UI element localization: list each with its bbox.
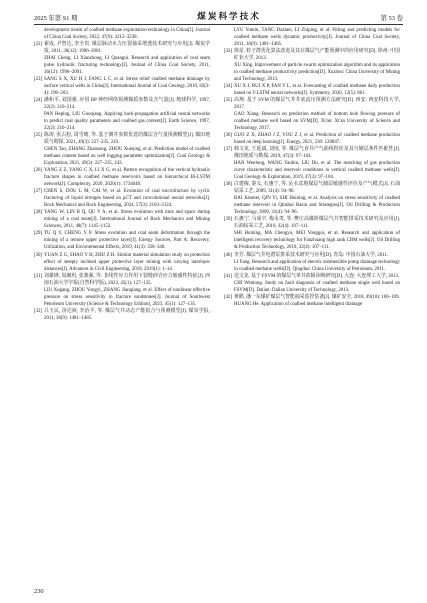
reference-text: HAN Wenlong, WANG Yanbin, LIU Du, et al. The matching of gas production curve characteristic and reservoir conditions in vertical coalbed methane wells[J]. Coal Geology & Exploration, 2019, 47(3): 97–104. [234,161,400,181]
reference-translation [224,160,400,181]
reference-text: GUO Z X, ZHAO J Z, YOU Z J, et al. Prediction of coalbed methane production based on deep learning[J]. Energy, 2021, 230: 120847. [234,133,400,146]
reference-translation [34,287,210,308]
reference-text: 迟文龙. 基于 FSVM 的煤层气单井故障诊断研究[D]. 大连: 大连理工大学, 2013. [234,273,400,279]
reference-text: 韩文龙, 王延斌, 刘度, 等. 煤层气直井产气曲线特征及其与储层条件匹配性[J]. 煤田地质与勘探, 2019, 47(3): 97–104. [234,147,400,160]
reference-translation [224,280,400,294]
reference-number: [27] [34,189,43,195]
reference-text: development trends of coalbed methane exploitation technology in China[J]. Journal of China Coal Society, 2022, 47(9): 3212–3238. [44,28,210,41]
reference-entry [224,181,400,195]
reference-text: GAO Xiang. Research on prediction method of bottom hole flowing pressure of coalbed methane well based on SVM[D]. Xi'an: Xi'an University of Science and Technology, 2017. [234,112,400,132]
reference-number: [31] [34,273,43,279]
reference-translation [224,230,400,251]
reference-entry [34,188,210,209]
reference-column-right [224,27,400,308]
reference-text: CHEN Tao, ZHANG Zhansong, ZHOU Xueqing, et al. Prediction model of coalbed methane content based on well logging parameter optimization[J]. Coal Geology & Exploration, 2021, 49(3): 227–235, 243. [44,147,210,167]
reference-text: TU Q Y, CHENG Y P. Stress evolution and coal seam deformation through the mining of a remote upper protective layer[J]. Energy Sources, Part A: Recovery, Utilization, and Environmental Effects, 2019, 41(3): 338–348. [44,231,210,251]
reference-translation [224,111,400,132]
reference-text: 吕玉民, 汤达祯, 李治平, 等. 煤层气井动态产能拟合与预测模型[J]. 煤炭学报, 2011, 36(9): 1481–1485. [44,308,210,321]
reference-translation [224,195,400,216]
reference-entry [224,294,400,301]
reference-entry [34,76,210,97]
page-number: 230 [34,588,44,595]
reference-number: [30] [34,252,43,258]
reference-entry [34,97,210,111]
reference-number: [37] [224,147,233,153]
reference-text: ZHAI Cheng, LI Xianzhong, LI Quangui. Research and application of coal seam pulse hydraulic fracturing technology[J]. Journal of China Coal Society, 2011, 36(12): 1996–2001. [44,56,210,76]
reference-entry [224,132,400,146]
reference-translation [224,259,400,273]
reference-entry [224,273,400,280]
reference-entry [224,97,400,111]
reference-number: [34] [224,84,233,90]
reference-text: 潘和平, 刘国强. 应用 BP 神经网络预测煤质参数及含气量[J]. 地球科学, 1997, 22(2): 210–214. [44,98,210,111]
reference-number: [38] [224,182,233,188]
reference-text: YANG Z Z, YANG C X, LI X G, et al. Pattern recognition of the vertical hydraulic fracture shapes in coalbed methane reservoirs based on hierarchical Bi-LSTM network[J]. Complexity, 2020, 2020(1): 1734048. [44,168,210,188]
reference-translation [34,27,210,41]
reference-text: 李芳. 煤层气井电潜泵排采技术研究与应用[D]. 青岛: 中国石油大学, 2011. [234,252,389,258]
reference-translation [224,301,400,308]
reference-text: YUAN Z G, SHAO Y H, ZHU Z H. Similar material simulation study on protection effect of steeply inclined upper protective layer mining with varying interlayer distances[J]. Advances in Civil Engineering, 2019, 2019(1): 1–14. [44,252,210,272]
reference-translation [34,55,210,76]
reference-text: 黄鹤. 潘一东煤矿煤层气智能抽采监控装备[J]. 煤矿安全, 2018, 49(10): 106–109. [234,294,400,300]
reference-number: [23] [34,77,43,83]
reference-text: 高翔. 基于 SVM 的煤层气井井底流压预测方法研究[D]. 西安: 西安科技大学, 2017. [234,98,400,111]
reference-number: [40] [224,252,233,258]
reference-text: LIU Xugang, ZHOU Yongyi, ZHANG Jianqiang, et al. Effect of nonlinear effective pressure on stress sensitivity in fracture sandstones[J]. Journal of Southwest Petroleum University (Science & Technology Edition), 2023, 45(1): 127–135. [44,287,210,307]
reference-entry [224,216,400,230]
reference-text: XU X J, RUI X P, FAN Y L, et al. Forecasting of coalbed methane daily production based on T-LSTM neural networks[J]. Symmetry, 2020, 12(5): 861. [234,84,400,97]
reference-text: XU Xing. Improvement of particle swarm optimization algorithm and its application in coalbed methane productivity prediction[D]. Xuzhou: China University of Mining and Technology, 2013. [234,63,400,83]
reference-number: [29] [34,231,43,237]
reference-text: LI Fang. Research and application of electric submersible pump drainage technology in coalbed methane wells[D]. Qingdao: China University of Petroleum, 2011. [234,259,400,272]
reference-number: [24] [34,98,43,104]
reference-entry [34,132,210,146]
running-header [34,8,403,25]
reference-number: [36] [224,133,233,139]
reference-text: 陈涛, 张占松, 周雪晴, 等. 基于测井参数优选的煤层含气量预测模型[J]. 煤田地质与勘探, 2021, 49(3): 227–235, 243. [44,133,210,146]
reference-text: 徐星. 粒子群优化算法改进及其在煤层气产能预测中的应用研究[D]. 徐州: 中国矿业大学, 2013. [234,49,400,62]
reference-number: [41] [224,273,233,279]
reference-text: CHI Wenlong. Study on fault diagnosis of coalbed methane single well based on FSVM[D]. Dalian: Dalian University of Technology, 2013. [234,280,400,293]
reference-entry [34,308,210,322]
reference-entry [34,41,210,55]
reference-translation [224,62,400,83]
reference-entry [224,146,400,160]
reference-number: [25] [34,133,43,139]
reference-entry [224,48,400,62]
header-journal-title: 煤炭科学技术 [197,12,261,22]
reference-text: 白建梅, 秦义, 石惠宁, 等. 沁水盆地煤层气储层敏感性评价及产气模式[J]. 石油钻采工艺, 2009, 31(4): 94–96. [234,182,400,195]
reference-text: HUANG He. Application of coalbed methane intelligent drainage [234,301,363,307]
reference-number: [35] [224,98,233,104]
reference-number: [32] [34,308,43,314]
reference-number: [42] [224,294,233,300]
reference-text: YANG W, LIN B Q, QU Y A, et al. Stress evolution with time and space during mining of a coal seam[J]. International Journal of Rock Mechanics and Mining Sciences, 2011, 48(7): 1145–1152. [44,210,210,230]
reference-translation [34,146,210,167]
reference-translation [34,111,210,132]
reference-column-left [34,27,210,322]
reference-number: [26] [34,168,43,174]
header-issue: 2025 年第 S1 期 [34,15,78,22]
reference-number: [28] [34,210,43,216]
reference-text: CHEN S, DOU L M, CAI W, et al. Evolution of coal microfracture by cyclic fracturing of liquid nitrogen based on μCT and convolutional neural networks[J]. Rock Mechanics and Rock Engineering, 2024, 57(3): 2103–2124. [44,189,210,209]
reference-text: 石惠宁, 马成宇, 梅永贵, 等. 樊庄高煤阶煤层气井智能排采技术研究及应用[J]. 石油钻采工艺, 2010, 32(4): 107–111. [234,217,400,230]
reference-text: SHI Huining, MA Chengyu, MEI Yonggui, et al. Research and application of intelligent recovery technology for Fanzhuang high rank CBM wells[J]. Oil Drilling & Production Technology, 2010, 32(4): 107–111. [234,231,400,251]
reference-text: 刘雄锋, 周湘玥, 张骏强, 等. 非线性应力作用下裂缝砂岩应力敏感性特征[J]. 西南石油大学学报(自然科学版), 2023, 45(1): 127–135. [44,273,210,286]
reference-translation [224,27,400,48]
header-volume: 第 53 卷 [380,15,403,22]
reference-number: [22] [34,42,43,48]
reference-entry [34,252,210,273]
reference-number: [39] [224,217,233,223]
reference-entry [224,252,400,259]
reference-text: BAI Jianmei, QIN Yi, SHI Huining, et al. Analysis on stress sensitivity of coalbed methane reservoir in Qinshui Basin and Strategies[J]. Oil Drilling & Production Technology, 2009, 31(4): 94–96. [234,196,400,216]
reference-text: LYU Yumin, TANG Dazhen, LI Zhiping, et al. Fitting and predicting models for coalbed methane wells dynamic productivity[J]. Journal of China Coal Society, 2011, 36(9): 1481–1485. [234,28,400,48]
reference-entry [224,83,400,97]
reference-entry [34,209,210,230]
reference-number: [33] [224,49,233,55]
reference-entry [34,273,210,287]
reference-text: SANG S X, XU H J, FANG L C, et al. Stress relief coalbed methane drainage by surface vertical wells in China[J]. International Journal of Coal Geology, 2010, 82(3-4): 196–203. [44,77,210,97]
reference-text: PAN Heping, LIU Guoqiang. Applying back-propagation artificial neural networks to predict coal quality parameters and coalbed gas content[J]. Earth Science, 1997, 22(2): 210–214. [44,112,210,132]
reference-entry [34,167,210,188]
reference-text: 翟成, 尹智达, 李全贵. 煤层脉动水力压裂抽采增透技术研究与应用[J]. 煤炭学报, 2011, 36(12): 1996–2001. [44,42,210,55]
reference-entry [34,230,210,251]
